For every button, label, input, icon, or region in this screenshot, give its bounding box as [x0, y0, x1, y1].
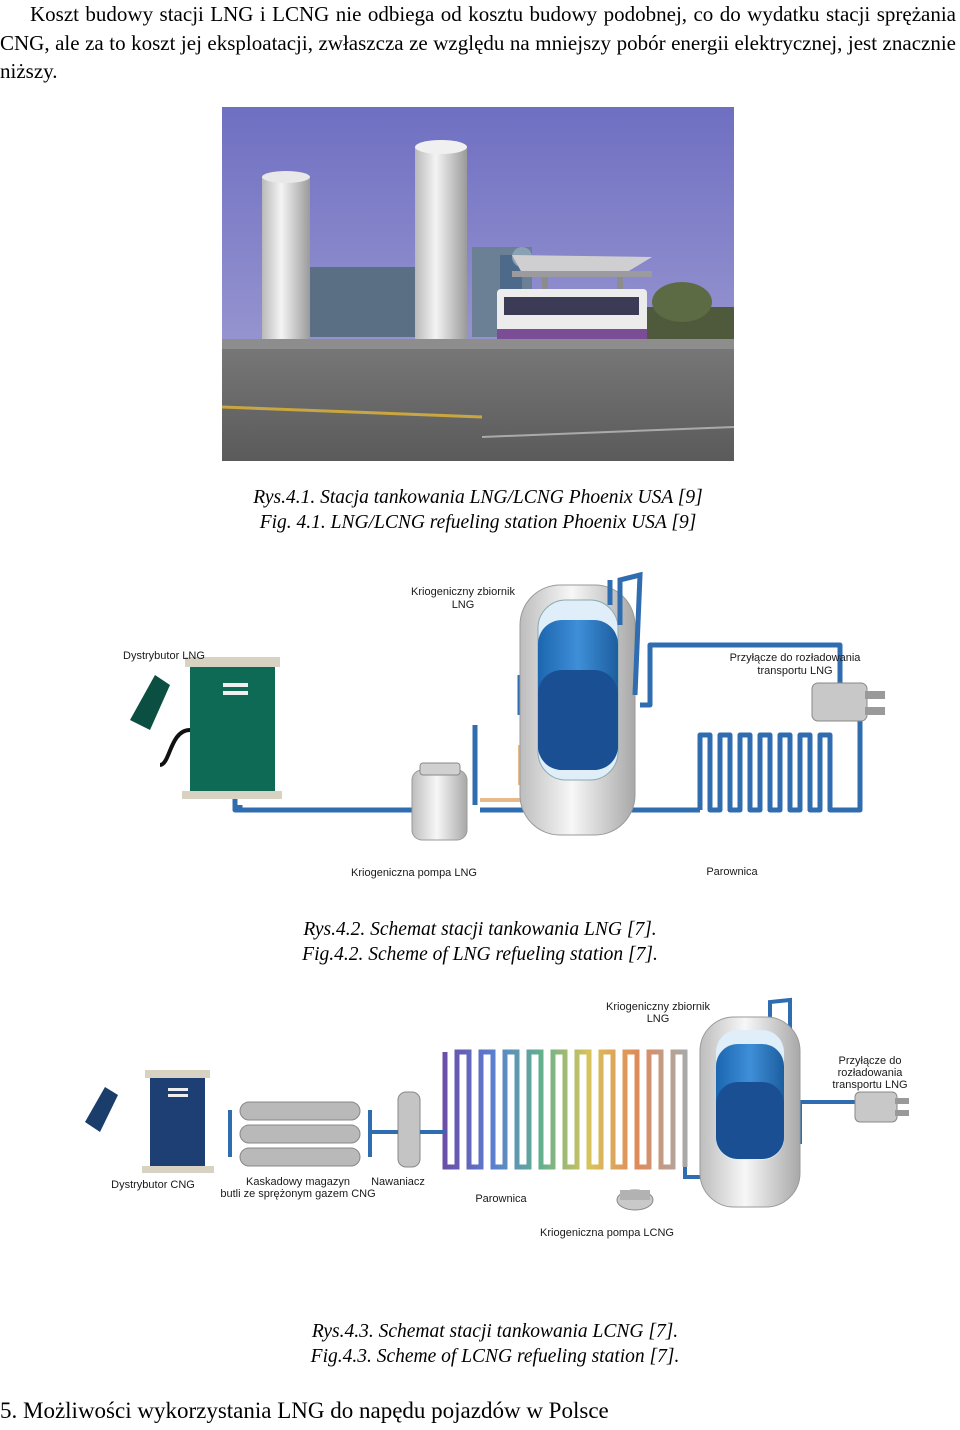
unloading-connector [855, 1092, 909, 1122]
figure3-caption [200, 1320, 790, 1369]
fig2-vaporizer-label: Parownica [706, 866, 758, 878]
lng-station-diagram [60, 565, 930, 890]
lcng-station-diagram [80, 992, 920, 1242]
vaporizer-coil [445, 1052, 685, 1167]
cryogenic-pump [412, 763, 467, 840]
odorizer [398, 1092, 420, 1167]
fig2-tank-label-2: LNG [451, 599, 475, 611]
cryogenic-tank [700, 1017, 800, 1207]
fig2-tank-label-1: Kriogeniczny zbiornik [411, 586, 515, 598]
fig3-pump-label: Kriogeniczna pompa LCNG [540, 1227, 674, 1239]
fig3-cascade-label-1: Kaskadowy magazyn [246, 1176, 350, 1188]
fig3-cascade-label-2: butli ze sprężonym gazem CNG [220, 1188, 376, 1200]
figure3-caption-en: Fig.4.3. Scheme of LCNG refueling station [7]. [310, 1345, 680, 1367]
figure1-caption-pl: Rys.4.1. Stacja tankowania LNG/LCNG Phoenix USA [9] [253, 487, 703, 508]
fig2-unload-label-2: transportu LNG [757, 665, 833, 677]
fig2-pump-label: Kriogeniczna pompa LNG [351, 867, 477, 879]
fig3-unload-label-3: transportu LNG [832, 1079, 908, 1091]
fig3-unload-label-2: rozładowania [837, 1067, 903, 1079]
fig3-dispenser-label: Dystrybutor CNG [111, 1179, 195, 1191]
intro-paragraph: Koszt budowy stacji LNG i LCNG nie odbiega od kosztu budowy podobnej, co do wydatku stacji sprężania CNG, ale za to koszt jej eksploatacji, zwłaszcza ze względu na mniejszy pobór energii elektrycznej, jest znacznie niższy. [0, 2, 956, 83]
figure1-caption-en: Fig. 4.1. LNG/LCNG refueling station Phoenix USA [9] [259, 511, 697, 533]
figure2-caption [200, 918, 760, 967]
figure2-caption-pl: Rys.4.2. Schemat stacji tankowania LNG [7]. [303, 919, 657, 940]
fig2-unload-label-1: Przyłącze do rozładowania [729, 652, 861, 664]
lng-dispenser [130, 657, 282, 799]
lcng-pump [617, 1190, 653, 1210]
unloading-connector [812, 683, 885, 721]
station-photo [222, 107, 734, 461]
cascade-storage [230, 1102, 370, 1166]
fig3-odorizer-label: Nawaniacz [371, 1176, 425, 1188]
fig3-vaporizer-label: Parownica [475, 1193, 527, 1205]
figure3-caption-pl: Rys.4.3. Schemat stacji tankowania LCNG [7]. [311, 1321, 679, 1342]
cng-dispenser [85, 1070, 214, 1173]
fig2-dispenser-label: Dystrybutor LNG [123, 650, 205, 662]
figure1-caption [222, 486, 734, 535]
fig3-tank-label-2: LNG [646, 1013, 670, 1025]
fig3-tank-label-1: Kriogeniczny zbiornik [606, 1001, 710, 1013]
section-heading: 5. Możliwości wykorzystania LNG do napędu pojazdów w Polsce [0, 1398, 609, 1423]
figure2-caption-en: Fig.4.2. Scheme of LNG refueling station [7]. [302, 943, 658, 965]
fig3-unload-label-1: Przyłącze do [838, 1055, 902, 1067]
